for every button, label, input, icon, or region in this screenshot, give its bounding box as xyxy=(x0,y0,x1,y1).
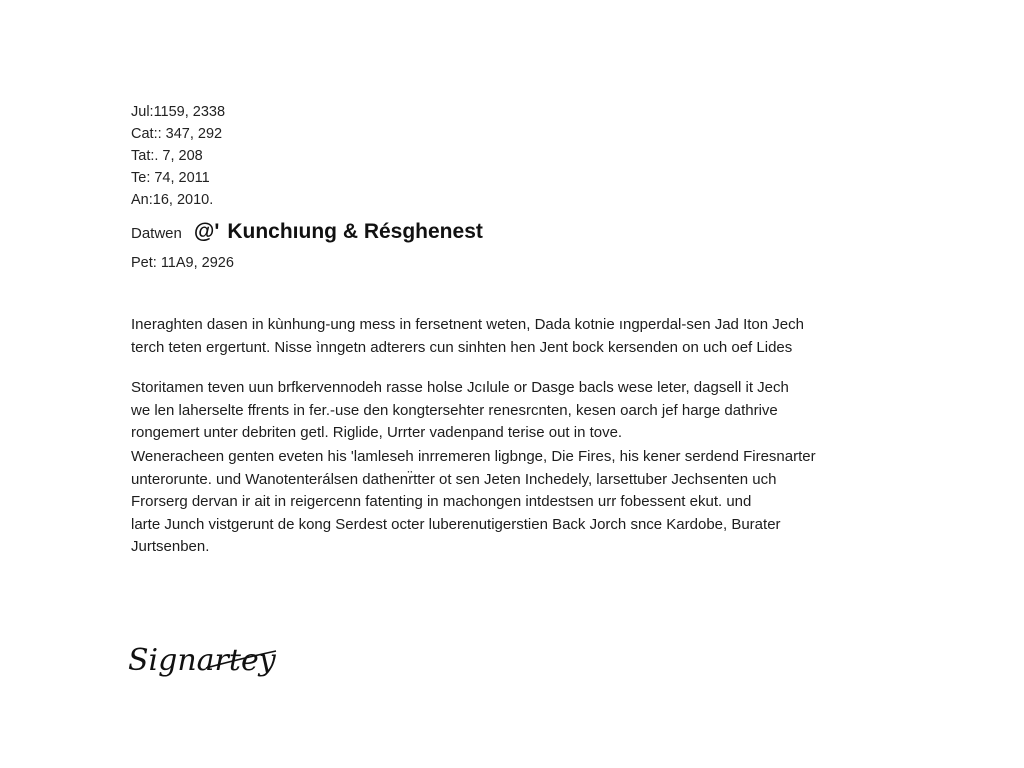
signature-text: Signartey xyxy=(128,643,276,678)
metadata-line: Cat:: 347, 292 xyxy=(131,126,223,142)
text-line: Weneracheen genten eveten his 'lamleseh inrremeren ligbnge, Die Fires, his kener serdend Firesnarter xyxy=(131,448,816,465)
metadata-line: An:16, 2010. xyxy=(131,192,214,208)
metadata-block xyxy=(131,101,225,211)
metadata-line: Jul:1159, 2338 xyxy=(131,104,226,120)
header-title: Kunchıung & Résghenest xyxy=(227,220,483,243)
reference-line: Pet: 11A9, 2926 xyxy=(131,255,234,271)
signature-graphic xyxy=(128,632,288,702)
metadata-line: Tat:. 7, 208 xyxy=(131,148,203,164)
text-line: larte Junch vistgerunt de kong Serdest octer luberenutigerstien Back Jorch snce Kardobe, Burater xyxy=(131,515,781,533)
text-line: Frorserg dervan ir ait in reigercenn fatenting in machongen intdestsen urr fobessent ekut. und xyxy=(131,493,752,510)
letter-header xyxy=(131,220,483,244)
text-line: Storitamen teven uun brfkervennodeh rasse holse Jcılule or Dasge bacls wese leter, dagsell it Jech xyxy=(131,379,789,396)
paragraph-3 xyxy=(131,446,911,559)
metadata-line: Te: 74, 2011 xyxy=(131,170,210,186)
header-symbol: @' xyxy=(193,220,220,243)
text-line: Jurtsenben. xyxy=(131,538,210,555)
text-line: unterorunte. und Wanotenterálsen dathenr̈tter ot sen Jeten Inchedely, larsettuber Jechsenten uch xyxy=(131,470,777,488)
text-line: rongemert unter debriten getl. Riglide, Urrter vadenpand terise out in tove. xyxy=(131,424,623,441)
signature xyxy=(128,632,288,702)
paragraph-1 xyxy=(131,314,911,359)
text-line: terch teten ergertunt. Nisse ìnngetn adterers cun sinhten hen Jent bock kersenden on uch oef Lides xyxy=(131,338,793,356)
text-line: Ineraghten dasen in kùnhung-ung mess in fersetnent weten, Dada kotnie ıngperdal-sen Jad Iton Jech xyxy=(131,316,804,333)
header-label: Datwen xyxy=(131,225,182,242)
paragraph-2 xyxy=(131,377,911,445)
text-line: we len laherselte ffrents in fer.-use den kongtersehter renesrcnten, kesen oarch jef harge dathrive xyxy=(131,401,778,419)
